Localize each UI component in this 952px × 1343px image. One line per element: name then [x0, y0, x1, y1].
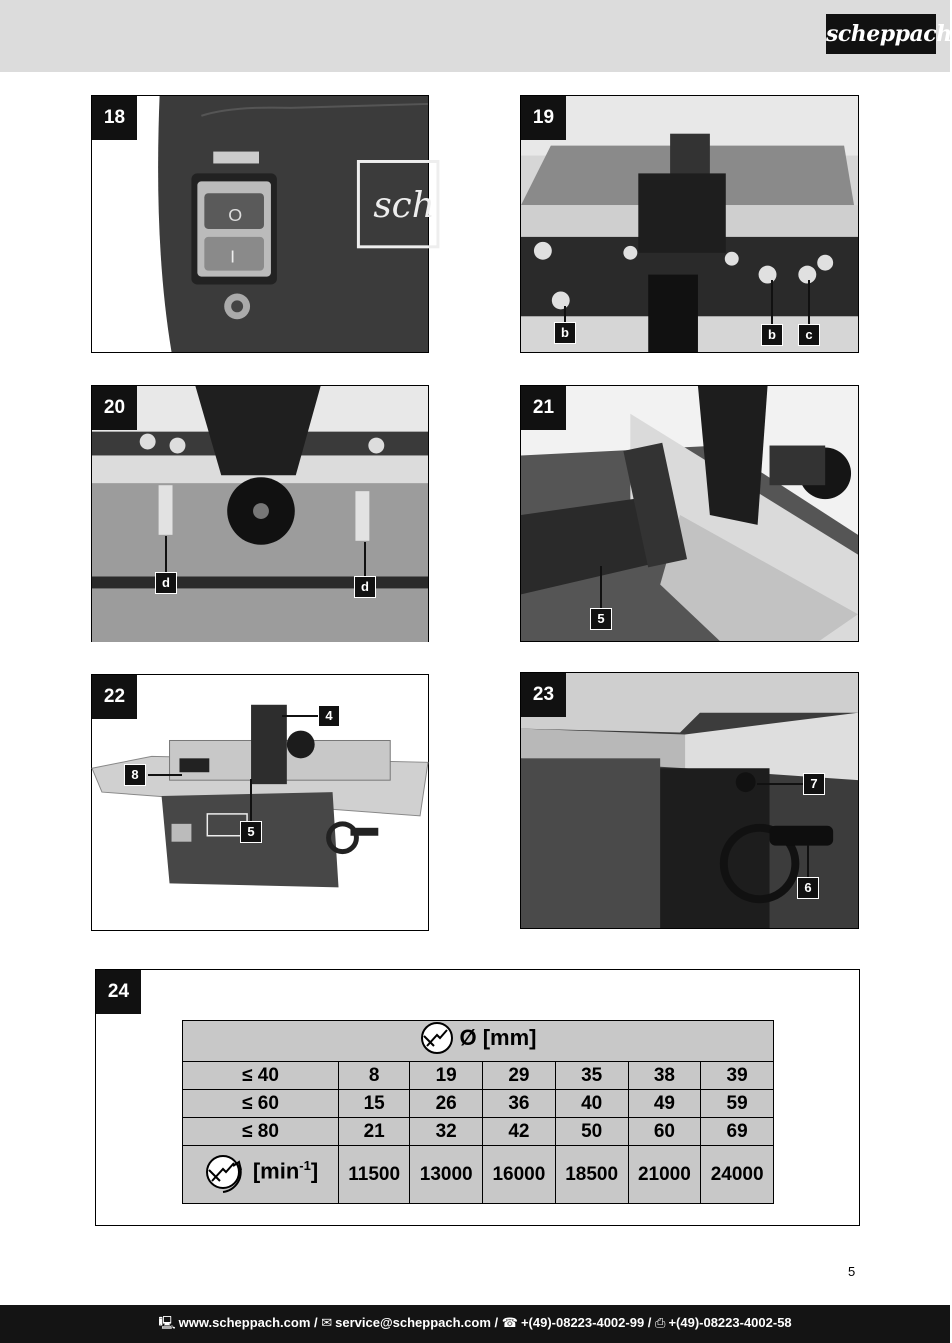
footer-phone: +(49)-08223-4002-99 /: [520, 1315, 652, 1330]
callout-d: d: [354, 576, 376, 598]
callout-leader: [165, 536, 167, 572]
speed-table-header-row: [183, 1021, 774, 1062]
speed-table-rpm-row: [183, 1146, 774, 1204]
speed-table: [182, 1020, 774, 1204]
callout-5: 5: [240, 821, 262, 843]
callout-leader: [808, 280, 810, 324]
header-band: [0, 0, 950, 72]
table-cell: 49: [628, 1090, 701, 1118]
figure-23: [520, 672, 859, 929]
table-cell: 29: [483, 1062, 556, 1090]
speed-table-row: [183, 1090, 774, 1118]
callout-leader: [600, 566, 602, 608]
svg-text:I: I: [230, 246, 236, 267]
callout-leader: [250, 779, 252, 821]
rotation-speed-icon: [203, 1150, 247, 1194]
rpm-cell: 24000: [701, 1146, 774, 1204]
diameter-range-label: ≤ 40: [183, 1062, 339, 1090]
table-cell: 15: [339, 1090, 410, 1118]
table-cell: 60: [628, 1118, 701, 1146]
rpm-header-cell: [183, 1146, 339, 1204]
speed-table-row: [183, 1118, 774, 1146]
rpm-unit-label: $[\min^{-1}]$: [252, 1158, 319, 1184]
table-cell: 32: [410, 1118, 483, 1146]
figure-number: 18: [92, 96, 137, 140]
figure-number: 20: [92, 386, 137, 430]
speed-table-row: [183, 1062, 774, 1090]
figure-number: 19: [521, 96, 566, 140]
rpm-cell: 21000: [628, 1146, 701, 1204]
cutter-diameter-icon: [420, 1021, 454, 1055]
callout-7: 7: [803, 773, 825, 795]
callout-b: b: [761, 324, 783, 346]
figure-21: [520, 385, 859, 642]
svg-text:sch: sch: [373, 185, 435, 227]
table-cell: 36: [483, 1090, 556, 1118]
callout-leader: [364, 542, 366, 576]
table-cell: 38: [628, 1062, 701, 1090]
footer-fax: +(49)-08223-4002-58: [668, 1315, 792, 1330]
phone-icon: ☎: [501, 1315, 518, 1330]
callout-5: 5: [590, 608, 612, 630]
figure-number: 21: [521, 386, 566, 430]
callout-leader: [757, 783, 803, 785]
table-cell: 69: [701, 1118, 774, 1146]
rpm-cell: 13000: [410, 1146, 483, 1204]
figure-number: 24: [96, 970, 141, 1014]
callout-d: d: [155, 572, 177, 594]
diameter-range-label: ≤ 60: [183, 1090, 339, 1118]
table-cell: 59: [701, 1090, 774, 1118]
mail-icon: ✉: [321, 1315, 333, 1330]
rpm-cell: 16000: [483, 1146, 556, 1204]
callout-leader: [282, 715, 318, 717]
callout-leader: [148, 774, 182, 776]
figure-19: [520, 95, 859, 353]
callout-b: b: [554, 322, 576, 344]
table-cell: 35: [555, 1062, 628, 1090]
figure-number: 22: [92, 675, 137, 719]
table-cell: 26: [410, 1090, 483, 1118]
rpm-cell: 11500: [339, 1146, 410, 1204]
table-cell: 8: [339, 1062, 410, 1090]
diameter-header-cell: [183, 1021, 774, 1062]
table-cell: 19: [410, 1062, 483, 1090]
figure-24: [95, 969, 860, 1226]
callout-leader: [807, 845, 809, 877]
fax-icon: ⎙: [655, 1315, 666, 1330]
callout-6: 6: [797, 877, 819, 899]
callout-leader: [771, 280, 773, 324]
footer-web[interactable]: www.scheppach.com /: [178, 1315, 318, 1330]
computer-icon: 🖳: [158, 1315, 176, 1330]
figure-number: 23: [521, 673, 566, 717]
page-number: 5: [848, 1264, 856, 1279]
table-cell: 21: [339, 1118, 410, 1146]
figure-18-photo: [92, 96, 435, 352]
figure-22-photo: [92, 675, 428, 930]
rpm-cell: 18500: [555, 1146, 628, 1204]
figure-20-photo: [92, 386, 428, 641]
figure-22: [91, 674, 429, 931]
svg-text:O: O: [228, 205, 243, 226]
diameter-header-label: Ø [mm]: [459, 1025, 537, 1050]
figure-18: [91, 95, 435, 353]
table-cell: 42: [483, 1118, 556, 1146]
figure-21-photo: [521, 386, 858, 641]
diameter-range-label: ≤ 80: [183, 1118, 339, 1146]
table-cell: 39: [701, 1062, 774, 1090]
footer-mail[interactable]: service@scheppach.com /: [335, 1315, 499, 1330]
table-cell: 40: [555, 1090, 628, 1118]
footer-bar: [0, 1305, 950, 1343]
brand-logo: scheppach: [826, 14, 936, 54]
callout-c: c: [798, 324, 820, 346]
callout-8: 8: [124, 764, 146, 786]
table-cell: 50: [555, 1118, 628, 1146]
figure-20: [91, 385, 429, 642]
callout-4: 4: [318, 705, 340, 727]
